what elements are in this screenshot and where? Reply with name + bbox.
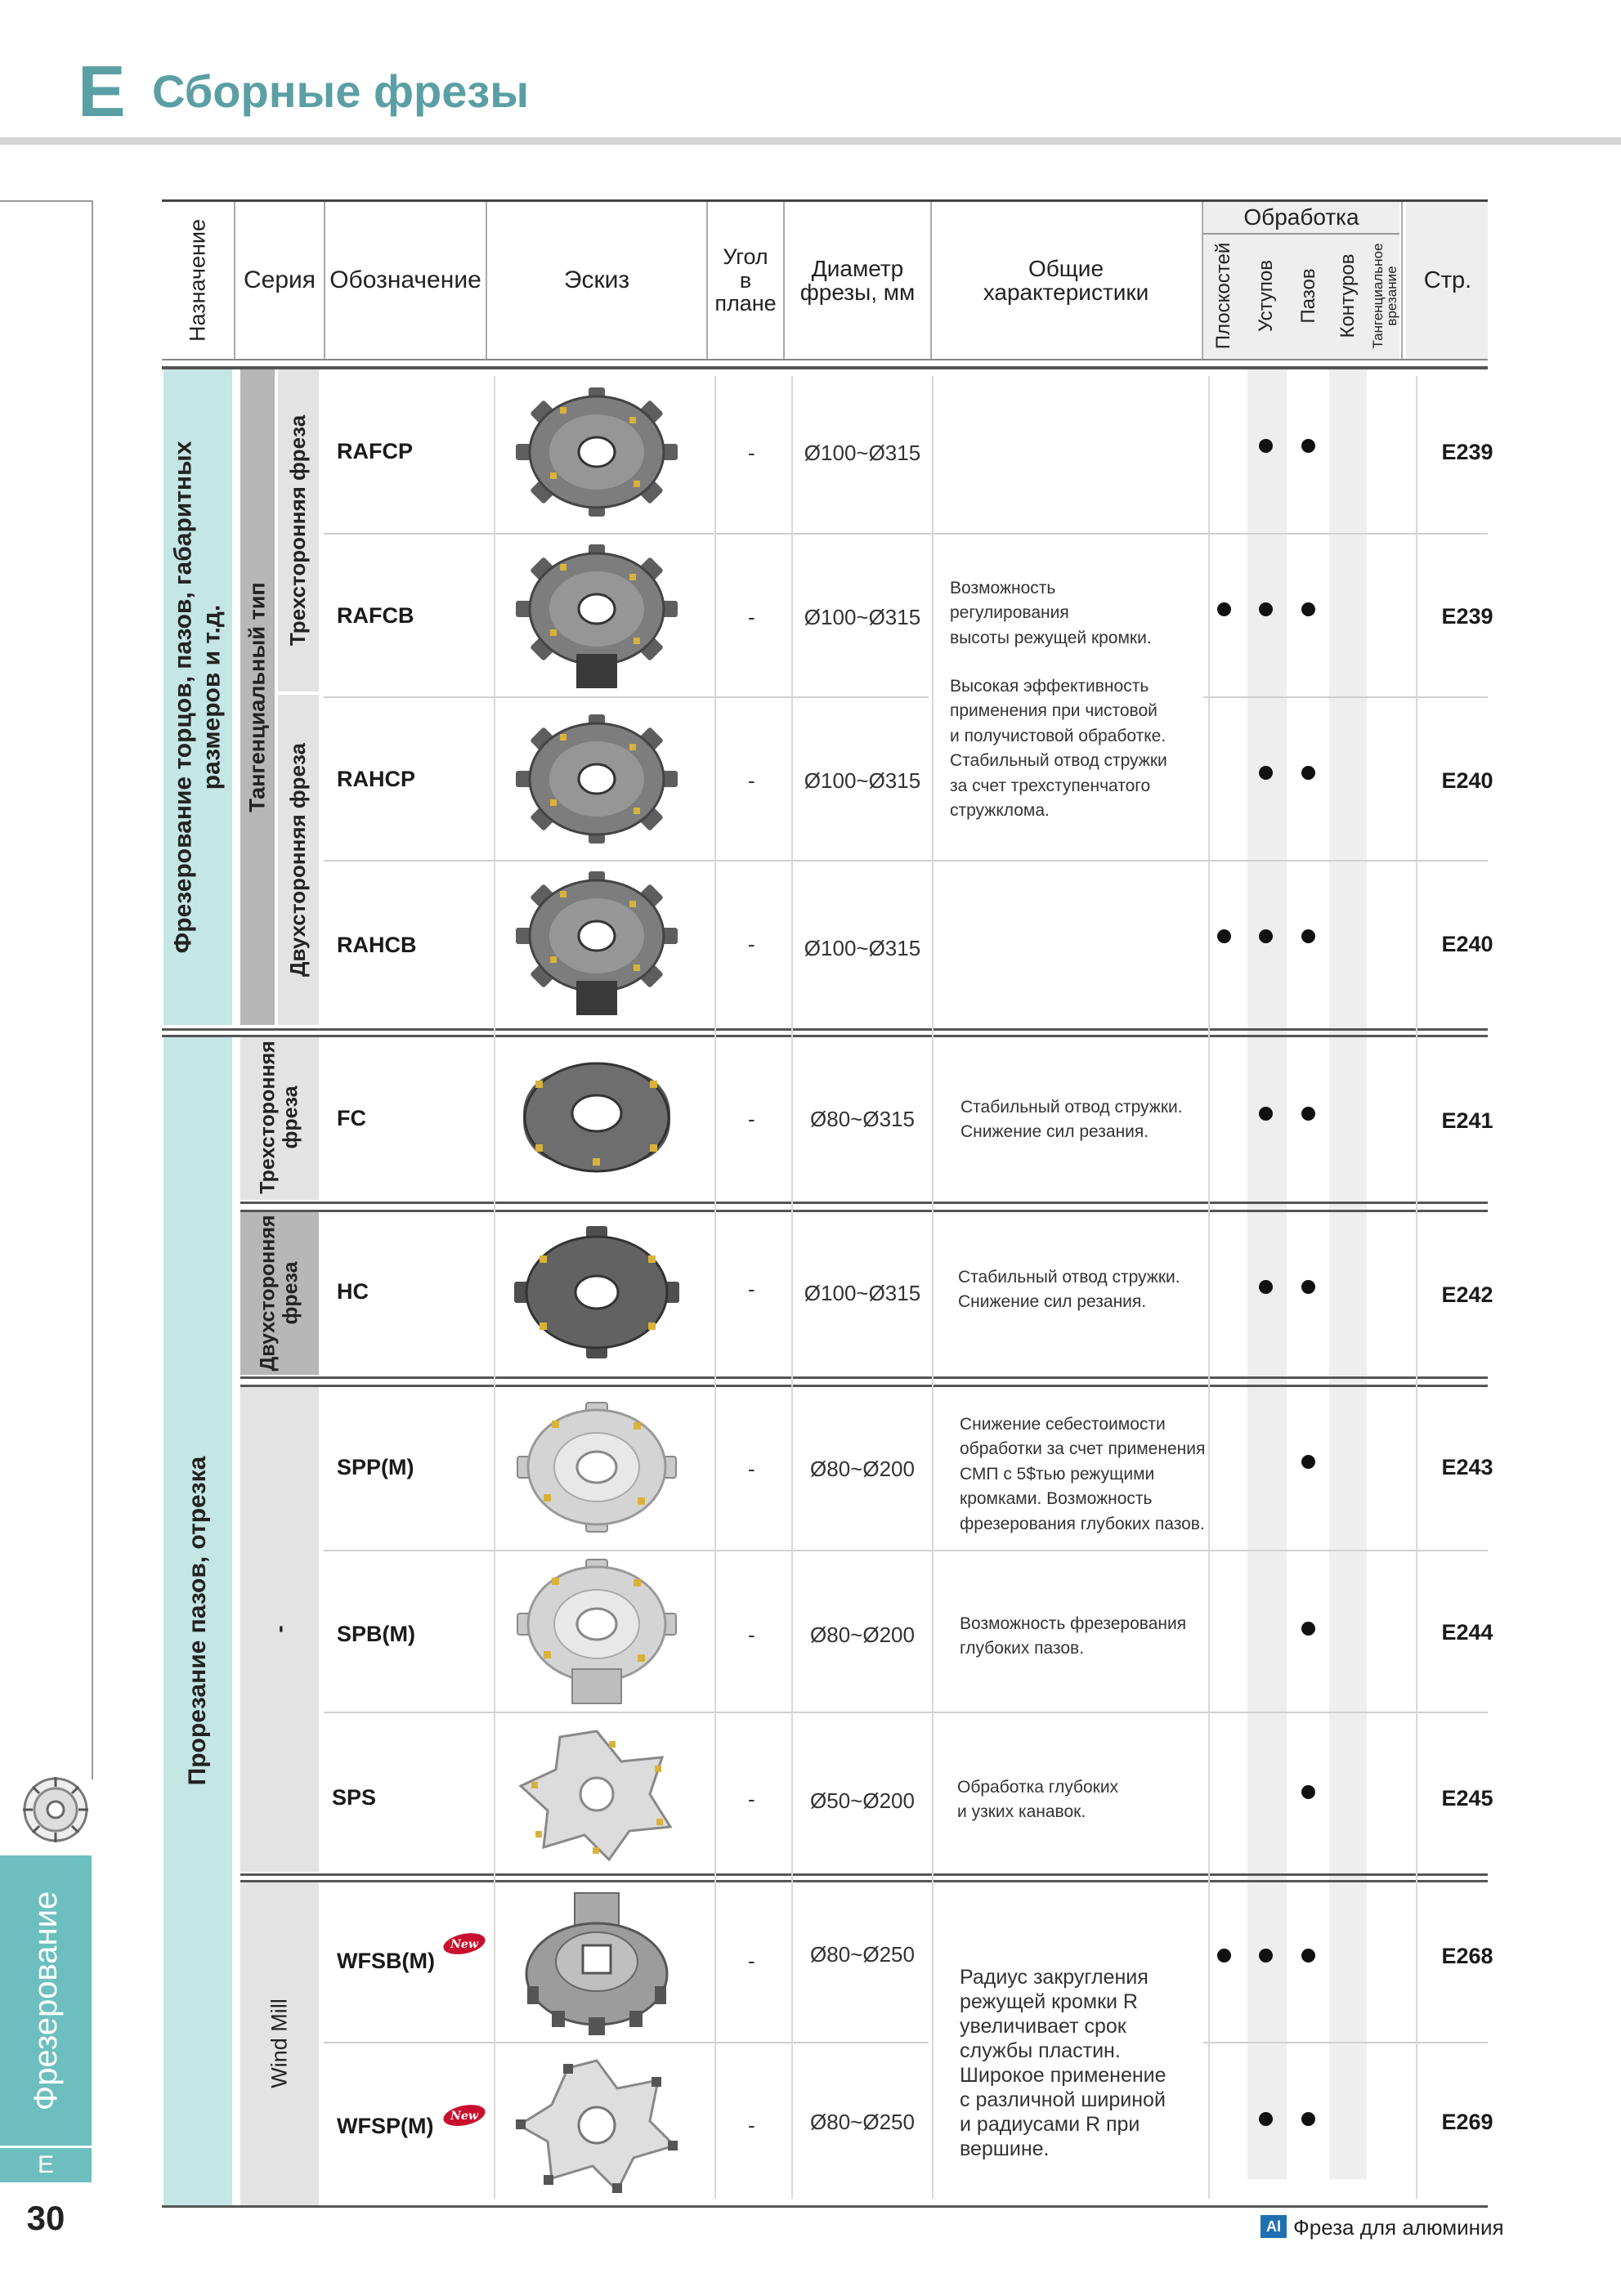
dot-slot-wfspm [1301,2112,1315,2126]
group2-hc-series-label [257,1215,302,1371]
col-header-features-line2: характеристики [983,280,1149,305]
col-header-tangential [1365,235,1404,357]
body-band-shoulder [1247,366,1287,2179]
page-ref-rafcp[interactable]: E239 [1441,440,1493,464]
col-header-angle-line2: в [739,267,752,293]
dot-shoulder-wfspm [1259,2112,1273,2126]
col-header-tangential-line1: Тангенциальное [1370,243,1386,349]
row-sep-2b [1203,696,1488,698]
col-header-page: Стр. [1423,266,1472,293]
row-sep-1 [324,533,1488,535]
diameter-sppm: Ø80~Ø200 [810,1457,915,1481]
dot-slot-spbm [1301,1622,1315,1636]
col-header-angle-line3: плане [714,291,777,316]
sidebar-border [0,200,93,1779]
group-rule-5a [240,1873,1488,1876]
dot-slot-rafcb [1301,602,1315,616]
group1-series-label: Тангенциальный тип [244,582,270,812]
row-sep-3 [324,860,1488,862]
features-ra-2-line1: Высокая эффективность [950,677,1149,696]
features-fc [961,1095,1183,1145]
col-header-contour [1329,235,1367,357]
dot-shoulder-hc [1259,1280,1273,1294]
page-ref-rahcb[interactable]: E240 [1441,932,1493,956]
row-sep-8 [324,1712,1488,1713]
features-wf-line3: увеличивает срок [960,2015,1126,2038]
group1-purpose-band [163,369,232,1025]
col-div-4 [932,376,934,2199]
col-header-sketch: Эскиз [563,266,630,293]
group1-sub-a-label: Трехсторонняя фреза [285,414,311,647]
col-header-diameter [785,202,930,359]
col-header-shoulder [1247,235,1285,357]
features-wf-line7: и радиусами R при [960,2113,1140,2136]
angle-rahcp: - [748,768,755,793]
designation-rahcp[interactable]: RAHCP [337,767,416,791]
features-spbm [960,1612,1186,1662]
row-sep-10b [1203,2042,1488,2043]
features-hc [958,1265,1180,1315]
dot-slot-fc [1301,1107,1315,1121]
features-ra-2-line4: Стабильный отвод стружки [950,751,1167,771]
col-header-tangential-line2: врезание [1384,266,1399,326]
angle-wfspm: - [748,2113,755,2137]
diameter-spbm: Ø80~Ø200 [810,1622,915,1647]
group2-dash-series-band [240,1386,319,1872]
group2-fc-series-label [257,1041,302,1193]
new-badge-text: New [450,1938,478,1951]
angle-sppm: - [748,1457,755,1481]
features-wf [960,1965,1166,2161]
group-rule-3a [240,1202,1488,1204]
features-ra-2-line5: за счет трехступенчатого [950,776,1151,795]
cutter-sketch-rahcb [511,866,683,1022]
angle-fc: - [748,1107,755,1131]
col-header-purpose-label: Назначение [185,218,210,342]
features-sppm-line5: фрезерования глубоких пазов. [960,1514,1205,1533]
cutter-sketch-wfspm [511,2056,683,2195]
col-header-tangential-label [1371,244,1399,349]
body-band-contour [1329,366,1367,2179]
page-ref-hc[interactable]: E242 [1441,1282,1493,1307]
page-ref-spbm[interactable]: E244 [1441,1620,1493,1645]
col-header-diameter-line2: фрезы, мм [799,280,916,305]
designation-rahcb[interactable]: RAHCB [337,933,417,957]
designation-spbm[interactable]: SPB(M) [337,1622,415,1646]
dot-slot-rafcp [1301,439,1315,453]
features-ra-2-line6: стружклома. [950,801,1050,821]
group-rule-3b [240,1210,1488,1212]
col-header-purpose [162,202,234,359]
diameter-rahcb: Ø100~Ø315 [804,936,921,960]
row-sep-7 [324,1550,1488,1551]
group2-hc-series-band [240,1211,319,1375]
angle-rafcp: - [748,441,755,465]
page-ref-wfsbm[interactable]: E268 [1441,1944,1493,1968]
new-badge-icon [441,2104,487,2127]
features-ra-2-line2: применения при чистовой [950,701,1158,721]
group2-dash-series-label: - [266,1625,292,1633]
diameter-rafcb: Ø100~Ø315 [804,605,921,629]
col-header-slot-label: Пазов [1297,268,1320,324]
designation-rafcp[interactable]: RAFCP [337,439,413,463]
section-letter: E [78,51,126,132]
dot-flat-rahcb [1217,929,1231,943]
table-bottom-rule [162,2205,1488,2208]
angle-hc: - [748,1277,755,1301]
hdr-div-4 [706,202,708,359]
cutter-sketch-wfsbm [511,1888,683,2043]
cutter-sketch-rafcb [511,539,683,695]
group1-sub-b-label: Двухсторонняя фреза [285,742,311,978]
col-div-5 [1208,376,1210,2199]
dot-flat-wfsbm [1217,1949,1231,1963]
designation-rafcb[interactable]: RAFCB [337,603,414,628]
group-rule-2b [162,1035,1488,1037]
dot-shoulder-rafcb [1259,602,1273,616]
cutter-sketch-sps [511,1725,683,1864]
group2-wind-series-label: Wind Mill [266,1998,292,2088]
hdr-div-6 [930,202,932,359]
diameter-rahcp: Ø100~Ø315 [804,768,921,793]
group2-hc-series-line1: Двухсторонняя [256,1215,280,1372]
col-header-features [932,202,1200,359]
dot-shoulder-wfsbm [1259,1949,1273,1963]
table-header-bottom-rule [162,359,1488,360]
col-header-designation: Обозначение [329,266,481,293]
features-sppm-line1: Снижение себестоимости [960,1415,1166,1434]
col-header-slot [1290,235,1328,357]
dot-shoulder-rahcb [1259,929,1273,943]
group1-purpose-line1: Фрезерование торцов, пазов, габаритных [169,441,197,954]
features-sps-line1: Обработка глубоких [957,1778,1119,1797]
dot-flat-rafcb [1217,602,1231,616]
col-header-shoulder-label: Уступов [1255,260,1278,332]
page-ref-sps[interactable]: E245 [1441,1786,1493,1810]
features-fc-line2: Снижение сил резания. [961,1122,1149,1142]
col-header-contour-label: Контуров [1337,253,1359,338]
hdr-div-5 [783,202,785,359]
col-header-flat-label: Плоскостей [1212,242,1235,350]
page-ref-sppm[interactable]: E243 [1441,1455,1493,1479]
col-header-processing: Обработка [1203,202,1399,235]
features-ra-1-line1: Возможность [950,579,1056,597]
group2-purpose-label: Прорезание пазов, отрезка [183,1456,211,1786]
dot-slot-sps [1301,1785,1315,1799]
features-hc-line2: Снижение сил резания. [958,1292,1147,1312]
cutter-sketch-hc [511,1223,683,1362]
col-div-1 [494,376,495,2199]
angle-rafcb: - [748,605,755,629]
col-header-features-line1: Общие [1028,255,1104,281]
col-div-6 [1416,376,1417,2199]
diameter-fc: Ø80~Ø315 [810,1107,915,1131]
features-fc-line1: Стабильный отвод стружки. [961,1098,1183,1117]
page-title: Сборные фрезы [152,65,530,117]
hdr-div-7 [1202,202,1203,359]
features-sppm-line2: обработки за счет применения [960,1439,1206,1459]
designation-fc[interactable]: FC [337,1106,366,1130]
features-wf-line6: с различной шириной [960,2088,1166,2111]
new-badge-icon [441,1932,487,1955]
header-rule [0,137,1621,145]
group-rule-5b [240,1880,1488,1882]
col-header-series: Серия [243,266,316,293]
group2-hc-series-line2: фреза [279,1261,302,1325]
group2-fc-series-line1: Трехсторонняя [256,1041,280,1194]
features-wf-line4: службы пластин. [960,2039,1121,2062]
dot-slot-hc [1301,1280,1315,1294]
features-sppm-line4: кромками. Возможность [960,1489,1153,1509]
cutter-sketch-rafcp [511,383,683,521]
aluminium-badge [1261,2215,1287,2238]
group1-sub-b-band [278,695,319,1025]
col-header-flat [1205,235,1243,357]
cutter-sketch-rahcp [511,709,683,848]
col-div-2 [714,376,716,2199]
dot-slot-rahcp [1301,766,1315,780]
hdr-div-1 [234,202,235,359]
angle-spbm: - [748,1622,755,1647]
dot-slot-sppm [1301,1455,1315,1469]
group1-purpose-label [170,441,226,954]
angle-sps: - [748,1787,755,1811]
designation-wfsbm[interactable]: WFSB(M) [337,1949,435,1973]
group-rule-1 [162,366,1488,369]
diameter-rafcp: Ø100~Ø315 [804,441,921,465]
designation-sppm[interactable]: SPP(M) [337,1455,414,1479]
dot-shoulder-rahcp [1259,766,1273,780]
angle-wfsbm: - [748,1949,755,1973]
group2-fc-series-line2: фреза [279,1085,302,1149]
aluminium-note: Фреза для алюминия [1293,2215,1504,2240]
features-sppm-line3: СМП с 5$тью режущими [960,1464,1155,1484]
group-rule-2a [162,1028,1488,1031]
dot-slot-rahcb [1301,929,1315,943]
aluminium-badge-text: Al [1266,2218,1281,2235]
diameter-wfsbm: Ø80~Ø250 [810,1942,915,1967]
features-ra-2 [950,674,1167,824]
diameter-wfspm: Ø80~Ø250 [810,2110,915,2134]
diameter-hc: Ø100~Ø315 [804,1281,921,1305]
page-ref-rafcb[interactable]: E239 [1441,604,1493,629]
cutter-sketch-spbm [511,1555,683,1710]
sidebar-letter: E [37,2151,54,2178]
features-spbm-line2: глубоких пазов. [960,1639,1085,1658]
col-header-angle [708,202,783,359]
designation-sps[interactable]: SPS [332,1785,377,1810]
features-wf-line8: вершине. [960,2137,1050,2160]
page-ref-wfspm[interactable]: E269 [1441,2110,1493,2134]
group2-wind-series-band [240,1882,319,2205]
features-sppm [960,1412,1205,1537]
dot-shoulder-fc [1259,1107,1273,1121]
sidebar-tab-label: Фрезерование [28,1891,64,2110]
group2-purpose-band [163,1035,232,2207]
dot-shoulder-rafcp [1259,439,1273,453]
features-sps-line2: и узких канавок. [957,1802,1086,1822]
col-header-angle-line1: Угол [723,244,768,270]
cutter-sketch-fc [511,1048,683,1187]
group-rule-4a [240,1376,1488,1379]
hdr-div-2 [324,202,325,359]
page-ref-rahcp[interactable]: E240 [1441,768,1493,793]
row-sep-2 [324,696,929,698]
features-wf-line5: Широкое применение [960,2064,1166,2087]
features-wf-line1: Радиус закругления [960,1966,1149,1989]
features-spbm-line1: Возможность фрезерования [960,1614,1187,1633]
features-ra-1 [950,576,1152,651]
new-badge-text: New [450,2110,478,2123]
hdr-div-8 [1401,202,1403,359]
hdr-div-3 [486,202,487,359]
cutter-sketch-sppm [511,1398,683,1537]
features-ra-2-line3: и получистовой обработке. [950,726,1166,745]
features-ra-1-line3: высоты режущей кромки. [950,628,1152,647]
features-wf-line2: режущей кромки R [960,1990,1138,2013]
designation-hc[interactable]: HC [337,1279,369,1304]
features-ra-1-line2: регулирования [950,603,1069,623]
page-number: 30 [26,2199,65,2237]
group-rule-4b [240,1385,1488,1387]
angle-rahcb: - [748,932,755,956]
features-hc-line1: Стабильный отвод стружки. [958,1268,1180,1287]
diameter-sps: Ø50~Ø200 [810,1788,915,1813]
group1-sub-a-band [278,369,319,691]
group1-series-band [240,369,275,1025]
page-ref-fc[interactable]: E241 [1441,1108,1493,1133]
col-header-diameter-line1: Диаметр [811,255,904,281]
group2-fc-series-band [240,1035,319,1200]
group1-purpose-line2: размеров и т.д. [198,604,225,790]
milling-cutter-icon [20,1774,92,1846]
designation-wfspm[interactable]: WFSP(M) [337,2114,434,2138]
sidebar-letter-box [0,2148,92,2182]
sidebar-tab[interactable] [0,1855,92,2146]
dot-slot-wfsbm [1301,1949,1315,1963]
features-sps [957,1775,1118,1825]
